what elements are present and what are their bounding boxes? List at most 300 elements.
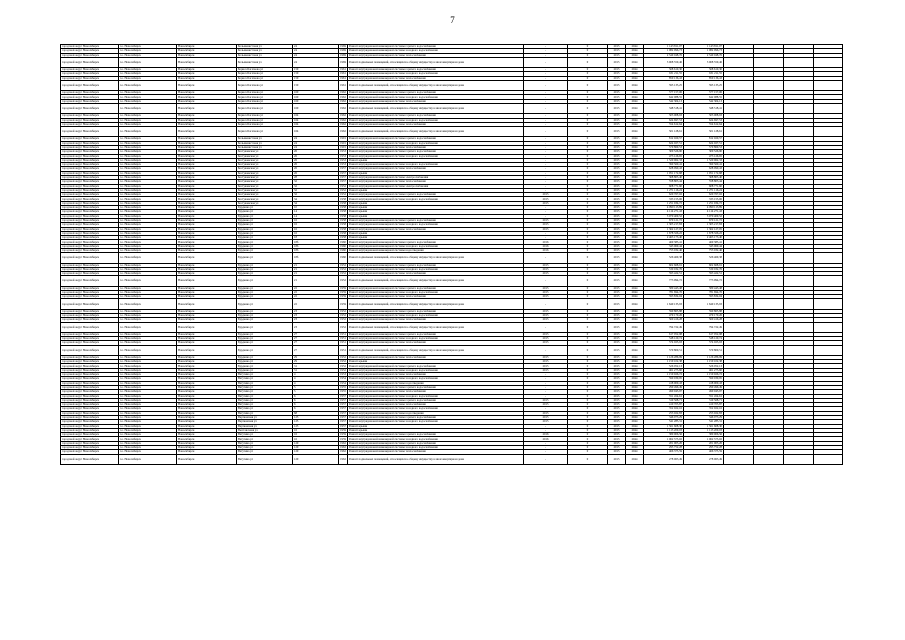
cell-city: городской округ Новосибирск xyxy=(61,57,119,67)
cell-house: 4 xyxy=(293,381,339,385)
cell-year-start: 2015 xyxy=(608,171,626,175)
cell-empty xyxy=(814,299,843,309)
cell-city: городской округ Новосибирск xyxy=(61,99,119,103)
cell-build-year: 1952 xyxy=(340,363,346,368)
cell-locality: Новосибирск xyxy=(177,295,237,299)
cell-street: Бурденко ул xyxy=(237,332,293,336)
cell-zero: 0 xyxy=(568,407,608,411)
cell-build-year: 1952 xyxy=(340,188,346,192)
cell-locality: Новосибирск xyxy=(177,193,237,197)
cell-house: 29 xyxy=(293,355,339,359)
cell-street: Бурденко ул xyxy=(237,299,293,309)
cell-city: городской округ Новосибирск xyxy=(61,171,119,175)
cell-house: 16 xyxy=(293,231,339,235)
cell-region: г.о. Новосибирск xyxy=(119,141,177,145)
cell-street: Бестужевская ул xyxy=(237,171,293,175)
cell-city: городской округ Новосибирск xyxy=(61,150,119,154)
cell-zero: 0 xyxy=(568,272,608,276)
cell-year-end: 2044 xyxy=(626,137,644,141)
cell-house: 120 xyxy=(293,450,339,454)
cell-cost-total: 479 170,26 xyxy=(684,313,724,317)
cell-city: городской округ Новосибирск xyxy=(61,114,119,118)
cell-year-start: 2015 xyxy=(608,341,626,345)
cell-cost: 501 128,61 xyxy=(644,127,684,137)
cell-cost-total: 554 612,64 xyxy=(684,122,724,126)
cell-house: 125 xyxy=(293,415,339,419)
cell-year-end: 2044 xyxy=(626,167,644,171)
cell-street: Бурденко ул xyxy=(237,295,293,299)
cell-build-year: 1962 xyxy=(340,441,346,445)
cell-street: Бориса Богаткова ул xyxy=(237,122,293,126)
cell-work-type: Ремонт внутридомовой инженерной системы холодного водоснабжения xyxy=(348,377,524,381)
cell-cost: 1 678 326,22 xyxy=(644,231,684,235)
cell-prev-year: - xyxy=(524,424,568,428)
cell-locality: Новосибирск xyxy=(177,227,237,231)
cell-year-start: 2015 xyxy=(608,150,626,154)
cell-cost-total: 1 150 102,38 xyxy=(684,360,724,364)
cell-city: городской округ Новосибирск xyxy=(61,223,119,227)
cell-house: 120 xyxy=(293,441,339,445)
cell-work-type: Ремонт внутридомовой инженерной системы холодного водоснабжения xyxy=(348,290,524,294)
cell-empty xyxy=(754,322,784,332)
cell-prev-year: 2016 xyxy=(524,244,568,248)
cell-work-type: Ремонт внутридомовой инженерной системы холодного водоснабжения xyxy=(348,223,524,227)
cell-cost: 548 120,74 xyxy=(644,337,684,341)
cell-year-end: 2044 xyxy=(626,373,644,377)
cell-street: Бестужевская ул xyxy=(237,201,293,205)
cell-year-start: 2015 xyxy=(608,214,626,218)
cell-empty xyxy=(724,127,754,137)
cell-cost: 1 649 135,93 xyxy=(644,299,684,309)
cell-zero: 0 xyxy=(568,420,608,424)
cell-build-year: 1958 xyxy=(340,235,346,240)
cell-zero: 0 xyxy=(568,244,608,248)
cell-build-year: 1953 xyxy=(340,154,346,158)
cell-street: Бурденко ул xyxy=(237,276,293,286)
cell-street: Вертковская ул xyxy=(237,415,293,419)
cell-year-end: 2044 xyxy=(626,240,644,244)
cell-zero: 0 xyxy=(568,122,608,126)
cell-year-start: 2015 xyxy=(608,267,626,271)
cell-cost-total: 542 304,13 xyxy=(684,99,724,103)
cell-cost-total: 490 043,97 xyxy=(684,390,724,394)
cell-locality: Новосибирск xyxy=(177,184,237,188)
cell-house: 6 xyxy=(293,394,339,398)
cell-cost-total: 628 090,43 xyxy=(684,167,724,171)
cell-house: 6 xyxy=(293,403,339,407)
cell-build-year: 1954 xyxy=(340,381,346,385)
cell-street: Ватутина ул xyxy=(237,437,293,441)
cell-build-year: 1960 xyxy=(340,244,346,248)
cell-region: г.о. Новосибирск xyxy=(119,72,177,76)
cell-city: городской округ Новосибирск xyxy=(61,341,119,345)
cell-year-end: 2044 xyxy=(626,76,644,80)
cell-cost: 570 869,53 xyxy=(644,145,684,149)
cell-prev-year: - xyxy=(524,441,568,445)
cell-work-type: Ремонт внутридомовой инженерной системы теплоснабжения xyxy=(348,122,524,126)
cell-locality: Новосибирск xyxy=(177,72,237,76)
cell-locality: Новосибирск xyxy=(177,76,237,80)
cell-cost-total: 410 705,87 xyxy=(684,403,724,407)
cell-work-type: Ремонт крыши xyxy=(348,210,524,214)
cell-region: г.о. Новосибирск xyxy=(119,424,177,428)
cell-build-year: 1958 xyxy=(340,222,346,227)
cell-build-year: 1952 xyxy=(339,276,348,286)
cell-locality: Новосибирск xyxy=(177,332,237,336)
cell-street: Ватутина ул xyxy=(237,373,293,377)
cell-zero: 0 xyxy=(568,158,608,162)
cell-build-year: 1952 xyxy=(340,359,346,364)
cell-year-end: 2044 xyxy=(626,450,644,454)
cell-locality: Новосибирск xyxy=(177,276,237,286)
cell-region: г.о. Новосибирск xyxy=(119,223,177,227)
cell-work-type: Ремонт внутридомовой инженерной системы электроснабжения xyxy=(348,175,524,179)
cell-cost-total: 352 922,16 xyxy=(684,407,724,411)
cell-year-start: 2015 xyxy=(608,180,626,184)
cell-zero: 0 xyxy=(568,433,608,437)
cell-year-end: 2044 xyxy=(626,420,644,424)
cell-cost-total: 608 771,60 xyxy=(684,184,724,188)
cell-city: городской округ Новосибирск xyxy=(61,407,119,411)
cell-cost-total: 1 649 135,93 xyxy=(684,299,724,309)
cell-year-end: 2044 xyxy=(626,158,644,162)
cell-empty xyxy=(724,299,754,309)
cell-prev-year: 2015 xyxy=(524,341,568,345)
cell-cost: 380 906,56 xyxy=(644,433,684,437)
cell-build-year: 1960 xyxy=(340,248,346,253)
cell-cost: 346 073,29 xyxy=(644,415,684,419)
cell-region: г.о. Новосибирск xyxy=(119,450,177,454)
cell-locality: Новосибирск xyxy=(177,398,237,402)
cell-cost: 348 518,41 xyxy=(644,104,684,114)
cell-house: 16 xyxy=(293,428,339,432)
cell-prev-year: - xyxy=(524,253,568,263)
cell-zero: 0 xyxy=(568,150,608,154)
cell-work-type: Ремонт крыши xyxy=(348,171,524,175)
cell-empty xyxy=(784,80,814,90)
cell-prev-year: - xyxy=(524,236,568,240)
cell-year-start: 2015 xyxy=(608,394,626,398)
cell-cost-total: 850 136,43 xyxy=(684,76,724,80)
cell-zero: 0 xyxy=(568,197,608,201)
cell-year-end: 2044 xyxy=(626,210,644,214)
cell-year-end: 2044 xyxy=(626,206,644,210)
cell-street: Бурденко ул xyxy=(237,214,293,218)
cell-empty xyxy=(784,127,814,137)
cell-year-start: 2015 xyxy=(608,167,626,171)
cell-region: г.о. Новосибирск xyxy=(119,290,177,294)
table-row xyxy=(61,299,843,309)
cell-prev-year: 2015 xyxy=(524,201,568,205)
cell-street: Бориса Богаткова ул xyxy=(237,72,293,76)
cell-year-end: 2044 xyxy=(626,218,644,222)
cell-zero: 0 xyxy=(568,163,608,167)
cell-house: 14 xyxy=(293,214,339,218)
cell-work-type: Ремонт внутридомовой инженерной системы теплоснабжения xyxy=(348,355,524,359)
cell-prev-year: - xyxy=(524,450,568,454)
cell-empty xyxy=(754,80,784,90)
cell-work-type: Ремонт крыши xyxy=(348,428,524,432)
cell-prev-year: - xyxy=(524,145,568,149)
cell-city: городской округ Новосибирск xyxy=(61,450,119,454)
cell-region: г.о. Новосибирск xyxy=(119,360,177,364)
cell-year-start: 2015 xyxy=(608,163,626,167)
cell-house: 16 xyxy=(293,437,339,441)
cell-year-start: 2015 xyxy=(608,446,626,450)
cell-build-year: 1962 xyxy=(340,122,346,126)
cell-region: г.о. Новосибирск xyxy=(119,272,177,276)
cell-house: 150 xyxy=(293,80,339,90)
cell-cost-total: 781 694,76 xyxy=(684,290,724,294)
cell-work-type: Ремонт внутридомовой инженерной системы холодного водоснабжения xyxy=(348,437,524,441)
cell-work-type: Ремонт внутридомовой инженерной системы холодного водоснабжения xyxy=(348,368,524,372)
cell-locality: Новосибирск xyxy=(177,253,237,263)
cell-cost: 631 211,55 xyxy=(644,72,684,76)
cell-zero: 0 xyxy=(568,53,608,57)
cell-year-end: 2044 xyxy=(626,368,644,372)
cell-prev-year: 2015 xyxy=(524,286,568,290)
cell-house: 24 xyxy=(293,57,339,67)
cell-cost-total: 469 385,41 xyxy=(684,240,724,244)
cell-region: г.о. Новосибирск xyxy=(119,150,177,154)
cell-cost-total: 620 767,02 xyxy=(684,193,724,197)
cell-locality: Новосибирск xyxy=(177,122,237,126)
cell-build-year: 1960 xyxy=(340,239,346,244)
cell-region: г.о. Новосибирск xyxy=(119,368,177,372)
cell-street: Бориса Богаткова ул xyxy=(237,127,293,137)
cell-prev-year: 2015 xyxy=(524,263,568,267)
cell-build-year: 1952 xyxy=(340,192,346,197)
cell-zero: 0 xyxy=(568,341,608,345)
cell-work-type: Ремонт внутридомовой инженерной системы горячего водоснабжения xyxy=(348,68,524,72)
cell-cost: 3 968 559,46 xyxy=(644,57,684,67)
cell-zero: 0 xyxy=(568,364,608,368)
cell-house: 160 xyxy=(293,95,339,99)
cell-cost-total: 501 128,61 xyxy=(684,127,724,137)
cell-year-end: 2044 xyxy=(626,80,644,90)
cell-year-end: 2044 xyxy=(626,441,644,445)
cell-empty xyxy=(814,345,843,355)
cell-year-end: 2044 xyxy=(626,57,644,67)
cell-house: 22 xyxy=(293,286,339,290)
cell-year-end: 2044 xyxy=(626,163,644,167)
cell-city: городской округ Новосибирск xyxy=(61,227,119,231)
cell-work-type: Ремонт внутридомовой инженерной системы теплоснабжения xyxy=(348,373,524,377)
cell-year-start: 2015 xyxy=(608,253,626,263)
cell-work-type: Ремонт внутридомовой инженерной системы холодного водоснабжения xyxy=(348,244,524,248)
cell-cost: 580 443,48 xyxy=(644,286,684,290)
cell-cost-total: 773 994,72 xyxy=(684,276,724,286)
cell-cost: 466 375,59 xyxy=(644,450,684,454)
cell-cost-total: 418 909,43 xyxy=(684,381,724,385)
cell-region: г.о. Новосибирск xyxy=(119,318,177,322)
cell-cost-total: 3 970 409,52 xyxy=(684,214,724,218)
cell-cost: 595 135,25 xyxy=(644,80,684,90)
cell-house: 164 xyxy=(293,122,339,126)
cell-year-end: 2044 xyxy=(626,364,644,368)
cell-work-type: Ремонт внутридомовой инженерной системы горячего водоснабжения xyxy=(348,286,524,290)
cell-region: г.о. Новосибирск xyxy=(119,45,177,49)
cell-year-start: 2015 xyxy=(608,276,626,286)
cell-prev-year: - xyxy=(524,99,568,103)
cell-build-year: 1957 xyxy=(340,166,346,171)
cell-zero: 0 xyxy=(568,368,608,372)
cell-city: городской округ Новосибирск xyxy=(61,322,119,332)
cell-street: Бурденко ул xyxy=(237,337,293,341)
cell-year-end: 2044 xyxy=(626,171,644,175)
cell-work-type: Ремонт внутридомовой инженерной системы холодного водоснабжения xyxy=(348,420,524,424)
cell-street: Выставочная ул xyxy=(237,428,293,432)
cell-prev-year: - xyxy=(524,345,568,355)
cell-work-type: Ремонт подвальных помещений, относящихся к общему имуществу в многоквартирном доме xyxy=(348,299,524,309)
cell-zero: 0 xyxy=(568,267,608,271)
cell-locality: Новосибирск xyxy=(177,309,237,313)
cell-empty xyxy=(724,57,754,67)
cell-cost-total: 2 549 048,76 xyxy=(684,53,724,57)
cell-work-type: Ремонт крыши xyxy=(348,188,524,192)
cell-year-end: 2044 xyxy=(626,49,644,53)
cell-region: г.о. Новосибирск xyxy=(119,158,177,162)
cell-city: городской округ Новосибирск xyxy=(61,263,119,267)
cell-build-year: 1969 xyxy=(340,53,346,57)
cell-year-start: 2015 xyxy=(608,377,626,381)
cell-locality: Новосибирск xyxy=(177,137,237,141)
cell-house: 26 xyxy=(293,163,339,167)
cell-cost-total: 1 678 326,22 xyxy=(684,231,724,235)
cell-zero: 0 xyxy=(568,286,608,290)
cell-build-year: 1991 xyxy=(340,145,346,149)
cell-street: Бурденко ул xyxy=(237,231,293,235)
cell-city: городской округ Новосибирск xyxy=(61,420,119,424)
table-row xyxy=(61,80,843,90)
cell-year-start: 2015 xyxy=(608,45,626,49)
cell-work-type: Ремонт внутридомовой инженерной системы горячего водоснабжения xyxy=(348,150,524,154)
cell-street: Бурденко ул xyxy=(237,218,293,222)
cell-prev-year: - xyxy=(524,322,568,332)
cell-city: городской округ Новосибирск xyxy=(61,299,119,309)
cell-zero: 0 xyxy=(568,114,608,118)
cell-house: 14 xyxy=(293,210,339,214)
cell-prev-year: 2015 xyxy=(524,290,568,294)
cell-locality: Новосибирск xyxy=(177,197,237,201)
cell-work-type: Ремонт внутридомовой инженерной системы теплоснабжения xyxy=(348,227,524,231)
cell-region: г.о. Новосибирск xyxy=(119,53,177,57)
table-row xyxy=(61,322,843,332)
cell-cost: 593 422,51 xyxy=(644,272,684,276)
cell-cost: 1 051 172,68 xyxy=(644,171,684,175)
cell-house: 34 xyxy=(293,197,339,201)
cell-work-type: Ремонт внутридомовой инженерной системы теплоснабжения xyxy=(348,295,524,299)
cell-city: городской округ Новосибирск xyxy=(61,441,119,445)
cell-region: г.о. Новосибирск xyxy=(119,381,177,385)
cell-zero: 0 xyxy=(568,437,608,441)
cell-city: городской округ Новосибирск xyxy=(61,394,119,398)
cell-locality: Новосибирск xyxy=(177,454,237,464)
cell-cost-total: 590 865,88 xyxy=(684,309,724,313)
cell-work-type: Ремонт внутридомовой инженерной системы горячего водоснабжения xyxy=(348,193,524,197)
cell-prev-year: - xyxy=(524,118,568,122)
cell-year-end: 2044 xyxy=(626,415,644,419)
cell-street: Бурденко ул xyxy=(237,355,293,359)
cell-house: 18б xyxy=(293,244,339,248)
cell-year-start: 2015 xyxy=(608,201,626,205)
cell-city: городской округ Новосибирск xyxy=(61,76,119,80)
cell-work-type: Ремонт внутридомовой инженерной системы горячего водоснабжения xyxy=(348,137,524,141)
cell-locality: Новосибирск xyxy=(177,167,237,171)
cell-locality: Новосибирск xyxy=(177,411,237,415)
cell-street: Бурденко ул xyxy=(237,341,293,345)
cell-prev-year: - xyxy=(524,49,568,53)
cell-house: 18 xyxy=(293,236,339,240)
cell-cost-total: 346 073,29 xyxy=(684,415,724,419)
cell-cost: 554 612,64 xyxy=(644,122,684,126)
cell-year-start: 2015 xyxy=(608,403,626,407)
cell-cost-total: 368 805,40 xyxy=(684,175,724,179)
cell-region: г.о. Новосибирск xyxy=(119,407,177,411)
cell-city: городской округ Новосибирск xyxy=(61,345,119,355)
cell-house: 24 xyxy=(293,53,339,57)
cell-street: Бурденко ул xyxy=(237,236,293,240)
cell-zero: 0 xyxy=(568,253,608,263)
cell-city: городской округ Новосибирск xyxy=(61,145,119,149)
cell-prev-year: - xyxy=(524,72,568,76)
cell-region: г.о. Новосибирск xyxy=(119,403,177,407)
cell-region: г.о. Новосибирск xyxy=(119,433,177,437)
cell-cost-total: 2 463 173,40 xyxy=(684,236,724,240)
cell-empty xyxy=(724,253,754,263)
cell-year-start: 2015 xyxy=(608,193,626,197)
cell-cost-total: 3 968 559,46 xyxy=(684,57,724,67)
cell-cost-total: 343 969,44 xyxy=(684,244,724,248)
cell-prev-year: 2015 xyxy=(524,368,568,372)
cell-street: Ватутина ул xyxy=(237,385,293,389)
cell-year-end: 2044 xyxy=(626,381,644,385)
cell-build-year: 1951 xyxy=(339,345,348,355)
cell-region: г.о. Новосибирск xyxy=(119,390,177,394)
cell-prev-year: 2015 xyxy=(524,227,568,231)
cell-region: г.о. Новосибирск xyxy=(119,415,177,419)
cell-street: Большевистская ул xyxy=(237,57,293,67)
cell-street: Бурденко ул xyxy=(237,206,293,210)
cell-region: г.о. Новосибирск xyxy=(119,184,177,188)
cell-prev-year: - xyxy=(524,188,568,192)
cell-year-start: 2015 xyxy=(608,49,626,53)
cell-city: городской округ Новосибирск xyxy=(61,154,119,158)
cell-year-end: 2044 xyxy=(626,295,644,299)
cell-street: Большевистская ул xyxy=(237,53,293,57)
cell-build-year: 1962 xyxy=(339,454,348,464)
cell-work-type: Ремонт внутридомовой инженерной системы электроснабжения xyxy=(348,184,524,188)
cell-street: Бурденко ул xyxy=(237,313,293,317)
cell-street: Бестужевская ул xyxy=(237,184,293,188)
cell-work-type: Ремонт внутридомовой инженерной системы горячего водоснабжения xyxy=(348,309,524,313)
cell-build-year: 1969 xyxy=(340,48,346,53)
cell-locality: Новосибирск xyxy=(177,145,237,149)
cell-build-year: 1957 xyxy=(340,179,346,184)
cell-year-end: 2044 xyxy=(626,180,644,184)
cell-build-year: 1957 xyxy=(340,394,346,398)
cell-cost-total: 548 120,74 xyxy=(684,337,724,341)
cell-build-year: 1969 xyxy=(340,44,346,49)
cell-year-end: 2044 xyxy=(626,454,644,464)
cell-cost: 526 052,13 xyxy=(644,364,684,368)
cell-cost: 593 834,04 xyxy=(644,295,684,299)
cell-year-start: 2015 xyxy=(608,332,626,336)
cell-locality: Новосибирск xyxy=(177,385,237,389)
cell-locality: Новосибирск xyxy=(177,231,237,235)
cell-cost: 530 032,76 xyxy=(644,267,684,271)
cell-cost-total: 593 422,51 xyxy=(684,272,724,276)
